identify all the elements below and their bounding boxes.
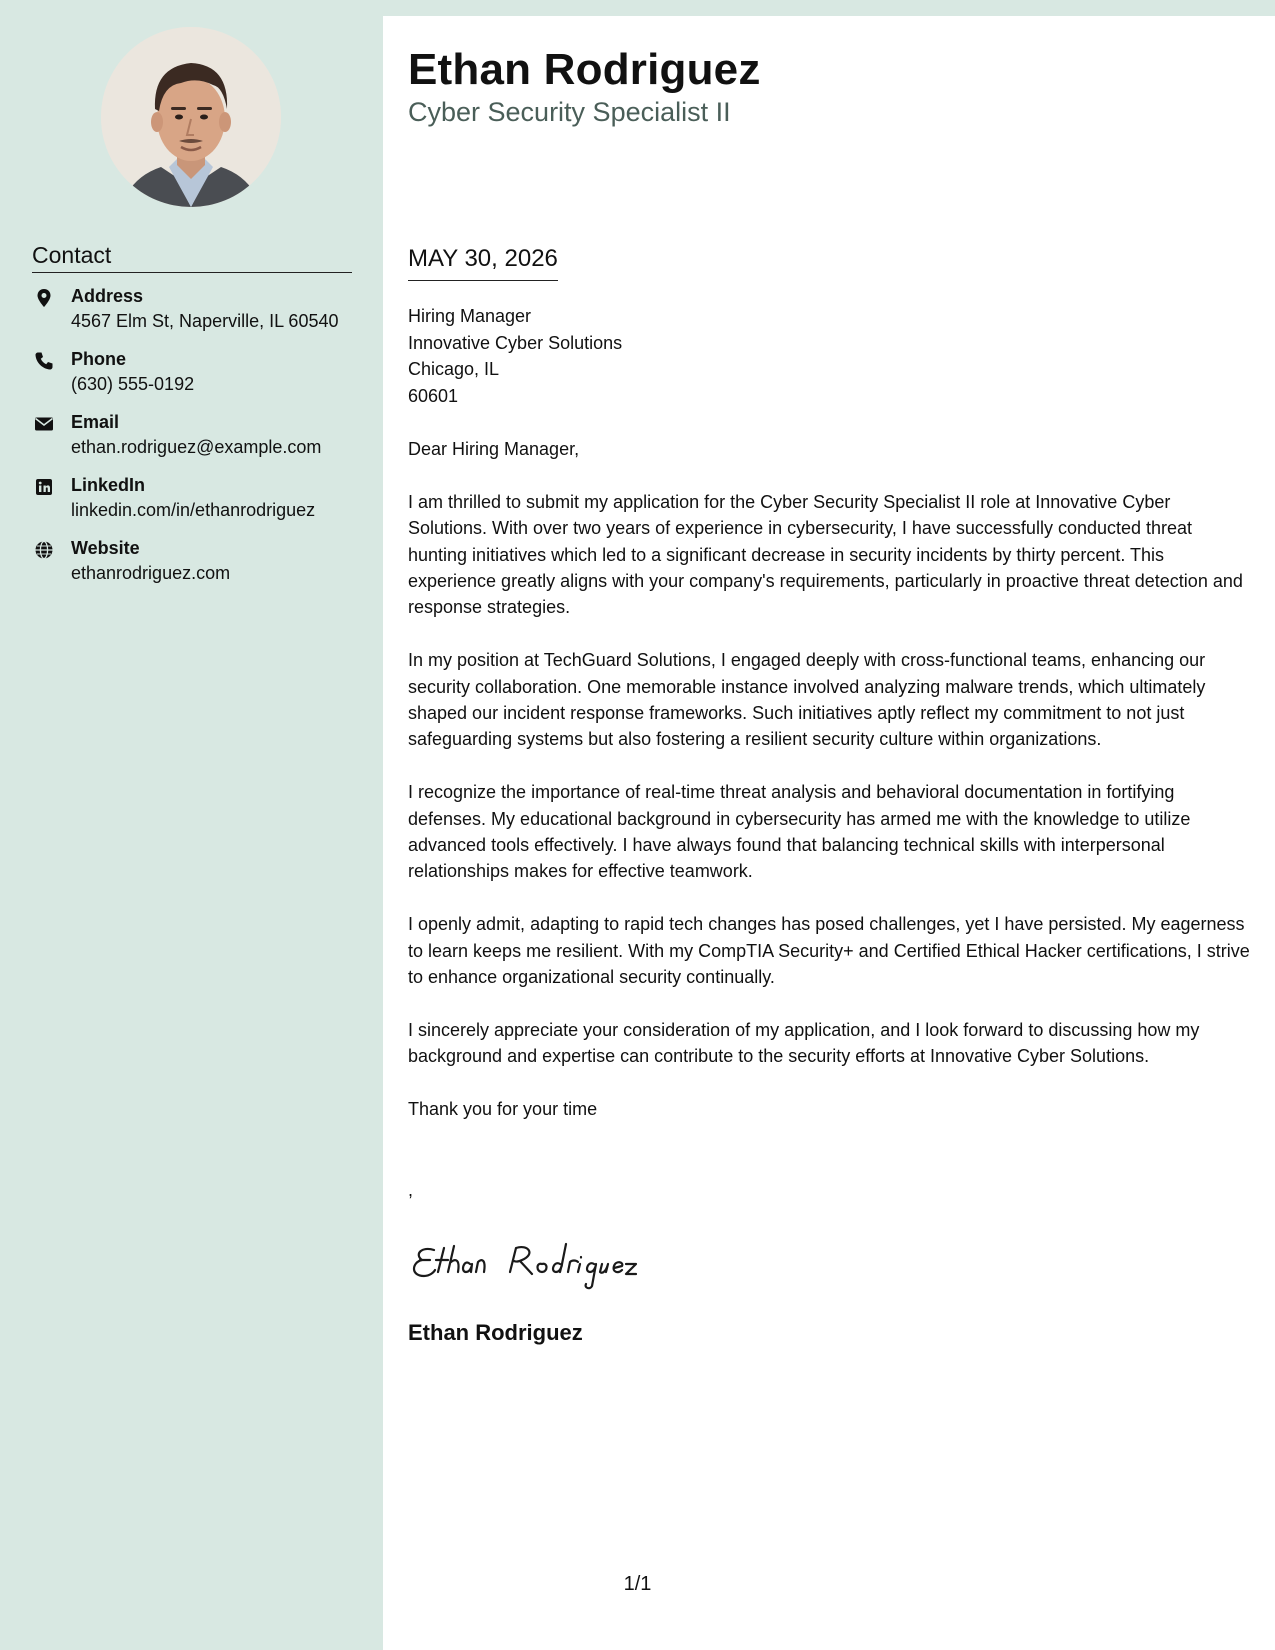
body-paragraph: I am thrilled to submit my application for the Cyber Security Specialist II role at Innovative Cyber Solutions. With over two years of experience in cybersecurity, I have successfully conducted threat hunting initiatives which led to a significant decrease in security incidents by thirty percent. This experience greatly aligns with your company's requirements, particularly in proactive threat detection and response strategies. bbox=[408, 491, 1243, 618]
contact-item-email bbox=[32, 410, 372, 473]
contact-value-email[interactable]: ethan.rodriguez@example.com bbox=[71, 437, 322, 457]
body-paragraph: I openly admit, adapting to rapid tech changes has posed challenges, yet I have persisted. My eagerness to learn keeps me resilient. With my CompTIA Security+ and Certified Ethical Hacker certifications, I strive to enhance organizational security continually. bbox=[408, 914, 1250, 988]
contact-label: Address bbox=[71, 286, 144, 306]
sidebar bbox=[0, 0, 383, 1650]
recipient-line: Hiring Manager bbox=[408, 306, 532, 326]
avatar bbox=[101, 27, 281, 207]
applicant-title: Cyber Security Specialist II bbox=[408, 97, 731, 127]
recipient-block bbox=[408, 303, 622, 409]
contact-item-website bbox=[32, 536, 372, 599]
contact-label: Website bbox=[71, 538, 140, 558]
handwritten-signature bbox=[408, 1232, 678, 1294]
signer-name: Ethan Rodriguez bbox=[408, 1320, 583, 1345]
signature-image bbox=[408, 1232, 678, 1294]
linkedin-icon bbox=[34, 477, 54, 497]
globe-icon bbox=[34, 540, 54, 560]
avatar-portrait bbox=[101, 27, 281, 207]
contact-label: Email bbox=[71, 412, 120, 432]
contact-list bbox=[32, 284, 372, 599]
closing-comma: , bbox=[408, 1180, 414, 1200]
contact-value-address: 4567 Elm St, Naperville, IL 60540 bbox=[71, 311, 339, 331]
body-paragraph: I recognize the importance of real-time threat analysis and behavioral documentation in fortifying defenses. My educational background in cybersecurity has armed me with the knowledge to utilize advanced tools effectively. I have always found that balancing technical skills with interpersonal relationships makes for effective teamwork. bbox=[408, 782, 1191, 882]
contact-value-phone: (630) 555-0192 bbox=[71, 374, 195, 394]
applicant-name: Ethan Rodriguez bbox=[408, 45, 761, 94]
recipient-line: 60601 bbox=[408, 385, 459, 406]
body-paragraph: I sincerely appreciate your consideration of my application, and I look forward to discussing how my background and expertise can contribute to the security efforts at Innovative Cyber Solutions. bbox=[408, 1019, 1200, 1067]
contact-item-address bbox=[32, 284, 372, 347]
page-number: 1/1 bbox=[623, 1573, 652, 1595]
map-pin-icon bbox=[34, 288, 54, 308]
contact-label: Phone bbox=[71, 349, 127, 369]
contact-label: LinkedIn bbox=[71, 475, 146, 495]
contact-value-website[interactable]: ethanrodriguez.com bbox=[71, 563, 231, 583]
letter-body bbox=[408, 436, 1253, 1149]
body-paragraph: In my position at TechGuard Solutions, I engaged deeply with cross-functional teams, enhancing our security collaboration. One memorable instance involved analyzing malware trends, which ultimately shaped our incident response frameworks. Such initiatives aptly reflect my commitment to not just safeguarding systems but also fostering a resilient security culture within organizations. bbox=[408, 650, 1206, 750]
contact-value-linkedin[interactable]: linkedin.com/in/ethanrodriguez bbox=[71, 500, 316, 520]
recipient-line: Chicago, IL bbox=[408, 359, 500, 379]
closing-line: Thank you for your time bbox=[408, 1099, 598, 1120]
recipient-line: Innovative Cyber Solutions bbox=[408, 332, 623, 353]
envelope-icon bbox=[34, 414, 54, 434]
phone-icon bbox=[34, 351, 54, 371]
contact-heading: Contact bbox=[32, 240, 352, 273]
letter-date: MAY 30, 2026 bbox=[408, 244, 558, 281]
contact-item-phone bbox=[32, 347, 372, 410]
salutation: Dear Hiring Manager, bbox=[408, 439, 580, 459]
contact-item-linkedin bbox=[32, 473, 372, 536]
